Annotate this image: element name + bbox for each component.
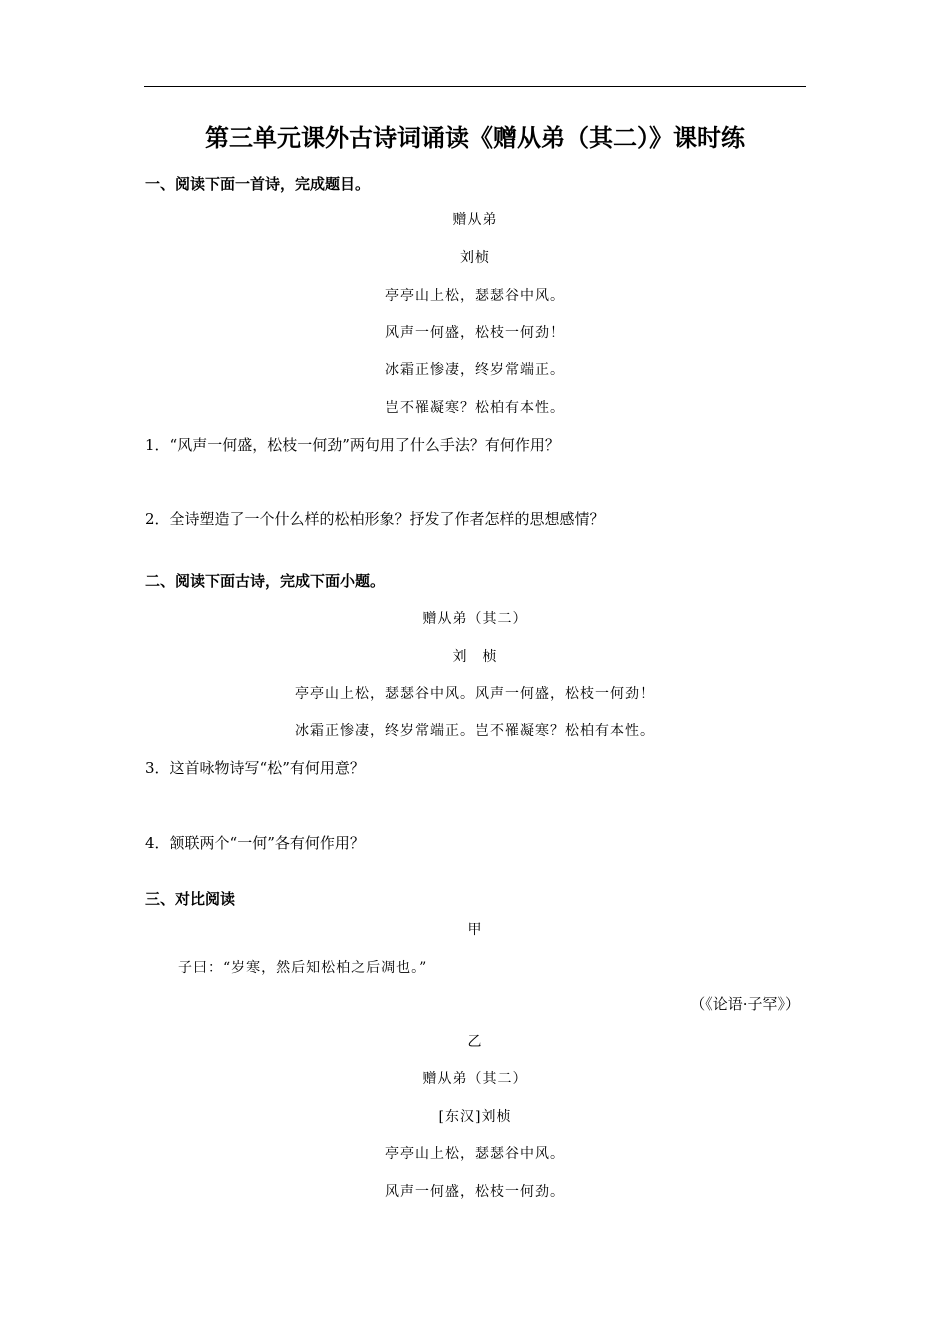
section2-poem-title: 赠从弟（其二）: [422, 611, 528, 627]
header-rule: [144, 86, 806, 87]
page-title: 第三单元课外古诗词诵读《赠从弟（其二）》课时练: [205, 124, 745, 152]
part-a-label: 甲: [467, 922, 483, 938]
section3-poem-author: [东汉]刘桢: [438, 1109, 512, 1125]
question-2: 2．全诗塑造了一个什么样的松柏形象？抒发了作者怎样的思想感情？: [145, 510, 605, 528]
section3-poem-line: 亭亭山上松，瑟瑟谷中风。: [385, 1146, 565, 1162]
section2-poem-line: 冰霜正惨凄，终岁常端正。岂不罹凝寒？松柏有本性。: [295, 723, 655, 739]
question-1: 1．“风声一何盛，松枝一何劲”两句用了什么手法？有何作用？: [145, 436, 560, 454]
quote-source: （《论语·子罕》）: [690, 995, 800, 1013]
section3-heading: 三、对比阅读: [145, 890, 236, 908]
section2-heading: 二、阅读下面古诗，完成下面小题。: [145, 572, 386, 590]
section1-poem-author: 刘桢: [460, 250, 490, 266]
section3-poem-line: 风声一何盛，松枝一何劲。: [385, 1184, 565, 1200]
section1-poem-line: 岂不罹凝寒？松柏有本性。: [385, 400, 565, 416]
section1-poem-line: 风声一何盛，松枝一何劲！: [385, 325, 565, 341]
analects-quote: 子曰：“岁寒，然后知松柏之后凋也。”: [178, 960, 428, 976]
part-b-label: 乙: [467, 1034, 483, 1050]
section3-poem-title: 赠从弟（其二）: [422, 1071, 528, 1087]
question-4: 4．颔联两个“一何”各有何作用？: [145, 834, 365, 852]
question-3: 3．这首咏物诗写“松”有何用意？: [145, 759, 365, 777]
section1-poem-line: 亭亭山上松，瑟瑟谷中风。: [385, 288, 565, 304]
section1-poem-title: 赠从弟: [452, 212, 498, 228]
section1-heading: 一、阅读下面一首诗，完成题目。: [145, 175, 371, 193]
section2-poem-author: 刘 桢: [452, 649, 498, 665]
section1-poem-line: 冰霜正惨凄，终岁常端正。: [385, 362, 565, 378]
section2-poem-line: 亭亭山上松，瑟瑟谷中风。风声一何盛，松枝一何劲！: [295, 686, 655, 702]
